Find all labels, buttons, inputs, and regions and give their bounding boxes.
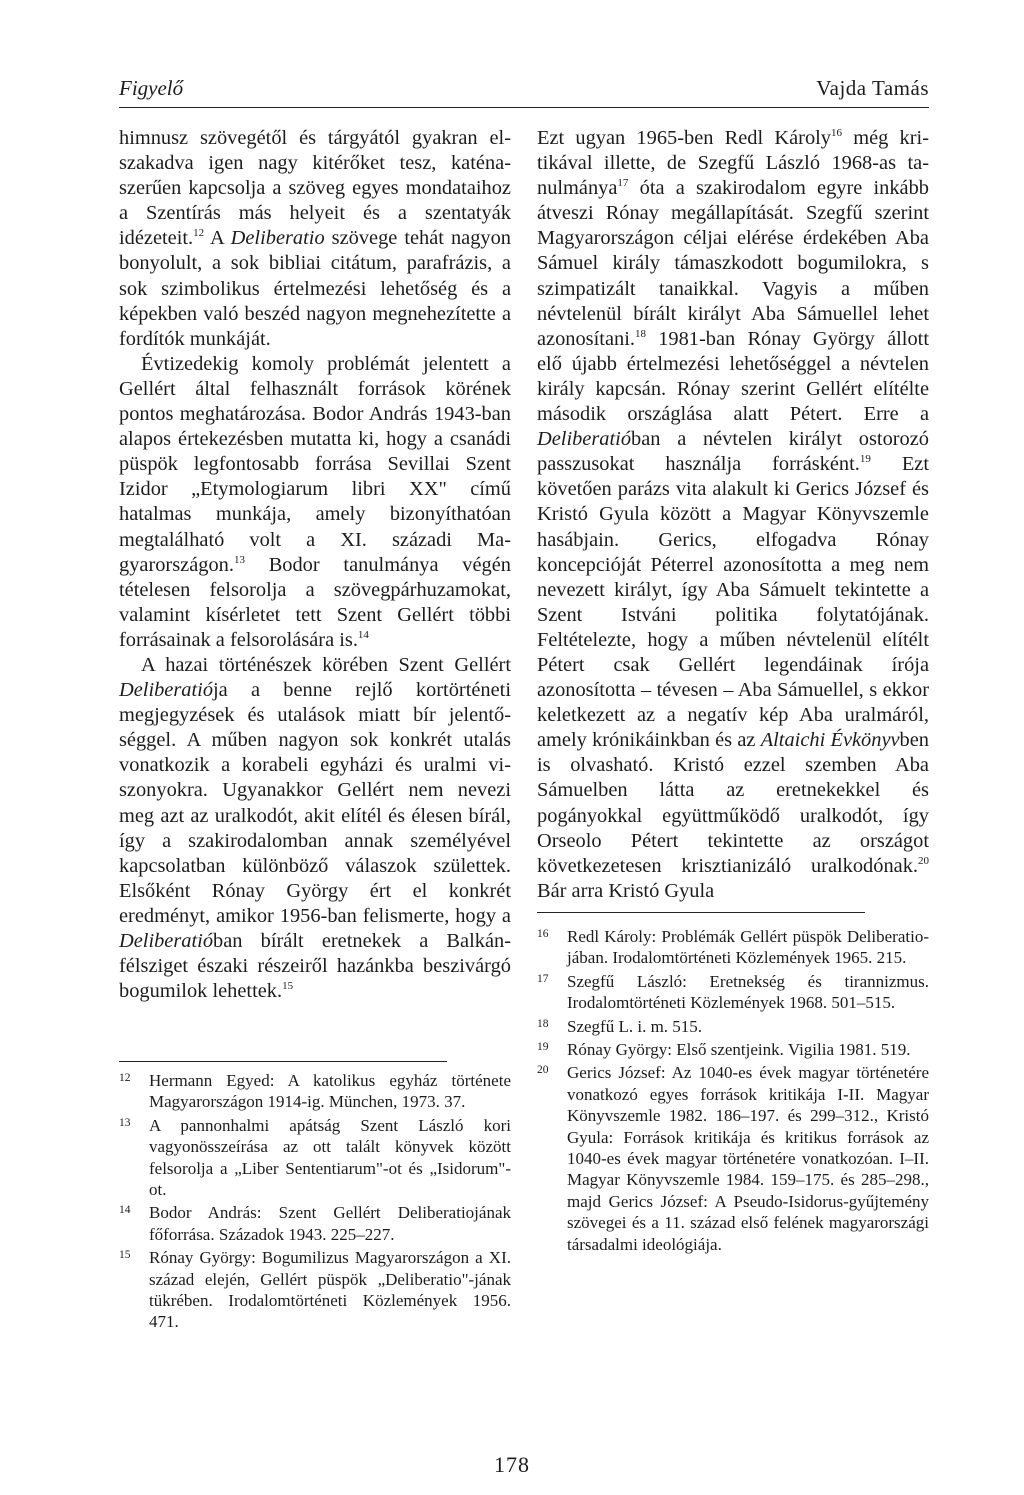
footnote: 19 Rónay György: Első szentjeink. Vigilia 1981. 519. <box>537 1040 911 1060</box>
footnote: 17 Szegfű László: Eretnekség és tirannizmus. Irodalomtörténeti Közlemények 1968. 501–515. <box>537 971 929 1013</box>
footnote-ref: 19 <box>859 453 871 466</box>
header-section-title: Figyelő <box>119 76 184 100</box>
footnote: 20 Gerics József: Az 1040-es évek magyar történetére vonatkozó egyes források kritikája I-II. Magyar Könyvszemle 1982. 186–197. és 299–312., Kristó Gyula: Források kritikája és kritikus források az 1040-es évek magyar történetére vonatkozóan. I–II. Magyar Könyvszemle 1984. 159–175. és 285–298., majd Gerics József: A Pseudo-Isidorus-gyűjtemény szövegei és a 11. század első felének magyarországi társadalmi ideológiája. <box>537 1063 929 1254</box>
left-column <box>119 126 511 1004</box>
footnotes-left <box>119 1070 511 1335</box>
footnote-rule-left <box>119 1061 447 1062</box>
paragraph: himnusz szövegétől és tárgyától gyakran elszakadva igen nagy kitérőket tesz, katénaszerűen kapcsolja a szöveg egyes mondataihoz a Szentírás más helyeit és a szentatyák idézeteit.$^{12}$ A Deliberatio szövege tehát nagyon bonyolult, a sok bibliai citátum, parafrázis, a sok szimbolikus értelmezési lehetőség és a képekben való beszéd nagyon megnehezítette a fordítók munkáját. <box>119 127 511 350</box>
footnote: 13 A pannonhalmi apátság Szent László kori vagyonösszeírása az ott talált könyvek között felsorolja a „Liber Sententiarum"-ot és „Isidorum"-ot. <box>119 1115 511 1200</box>
footnote: 15 Rónay György: Bogumilizus Magyarországon a XI. század elején, Gellért püspök „Deliberatio"-jának tükrében. Irodalomtörténeti Közlemények 1956. 471. <box>119 1248 511 1332</box>
header-author: Vajda Tamás <box>816 76 929 100</box>
footnote-ref: 18 <box>634 327 646 340</box>
footnote-ref: 12 <box>193 227 205 240</box>
footnote-ref: 16 <box>831 127 843 139</box>
footnote: 12 Hermann Egyed: A katolikus egyház története Magyarországon 1914-ig. München, 1973. 37. <box>119 1071 511 1112</box>
header-rule <box>119 107 929 108</box>
running-header <box>119 76 929 106</box>
paragraph: Évtizedekig komoly problémát jelentett a Gellért által felhasznált források körének pontos meghatározása. Bodor András 1943-ban alapos értekezésben mutatta ki, hogy a csanádi püspök legfontosabb forrása Sevillai Szent Izidor „Etymologiarum libri XX" című hatalmas munkája, amely bizonyíthatóan megtalálható volt a XI. századi Magyarországon.$^{13}$ Bodor tanulmánya végén tételesen felsorolja a szövegpárhuzamokat, valamint kísérletet tett Szent Gellért többi forrásainak a felsorolására is.$^{14}$ <box>119 352 511 651</box>
footnote-rule-right <box>537 912 865 913</box>
right-column <box>537 126 929 904</box>
footnote-ref: 14 <box>357 628 369 641</box>
footnote-ref: 13 <box>233 553 245 566</box>
footnote: 16 Redl Károly: Problémák Gellért püspök Deliberatio-jában. Irodalomtörténeti Közlemények 1965. 215. <box>537 927 929 968</box>
footnote: 14 Bodor András: Szent Gellért Deliberatiojának főforrása. Századok 1943. 225–227. <box>119 1203 511 1244</box>
footnote-ref: 20 <box>918 854 929 867</box>
paragraph: Ezt ugyan 1965-ben Redl Károly$^{16}$ még kritikával illette, de Szegfű László 1968-as tanulmánya$^{17}$ óta a szakirodalom egyre inkább átveszi Rónay megállapítását. Szegfű szerint Magyarországon céljai elérése érdekében Aba Sámuel király támaszkodott bogumilokra, s szimpatizált tanaikkal. Vagyis a műben névtelenül bírált királyt Aba Sámuellel lehet azonosítani.$^{18}$ 1981-ban Rónay György állott elő újabb értelmezési lehetőséggel a névtelen király kapcsán. Rónay szerint Gellért elítélte második országlása alatt Pétert. Erre a Deliberatióban a névtelen királyt ostorozó passzusokat használja forrásként.$^{19}$ Ezt követően parázs vita alakult ki Gerics József és Kristó Gyula között a Magyar Könyvszemle hasábjain. Gerics, elfogadva Rónay koncepcióját Péterrel azonosította a meg nem nevezett királyt, így Aba Sámuelt tekintette a Szent Istváni politika folytatójának. Feltételezte, hogy a műben névtelenül elítélt Pétert csak Gellért legendáinak írója azonosította – tévesen – Aba Sámuellel, s ekkor keletkezett az a negatív kép Aba uralmáról, amely krónikáinkban és az Altaichi Évkönyvben is olvasható. Kristó ezzel szemben Aba Sámuelben látta az eretnekekkel és pogányokkal együttműködő uralkodót, így Orseolo Pétert tekintette az országot következetesen krisztianizáló uralkodónak.$^{20}$ Bár arra Kristó Gyula <box>537 127 929 902</box>
footnote-ref: 17 <box>617 177 629 190</box>
paragraph: A hazai történészek körében Szent Gellért Deliberatiója a benne rejlő kortörténeti megjegyzések és utalások miatt bír jelentőséggel. A műben nagyon sok konkrét utalás vonatkozik a korabeli egyházi és uralmi viszonyokra. Ugyanakkor Gellért nem nevezi meg azt az uralkodót, akit elítél és élesen bírál, így a szakirodalomban annak személyével kapcsolatban különböző válaszok születtek. Elsőként Rónay György ért el konkrét eredményt, amikor 1956-ban felismerte, hogy a Deliberatióban bírált eretnekek a Balkán-félsziget északi részeiről hazánkba beszivárgó bogumilok lehettek.$^{15}$ <box>119 653 511 1003</box>
footnotes-right <box>537 926 929 1257</box>
page-number: 178 <box>494 1452 530 1477</box>
footnote: 18 Szegfű L. i. m. 515. <box>537 1016 703 1036</box>
footnote-ref: 15 <box>282 980 294 993</box>
